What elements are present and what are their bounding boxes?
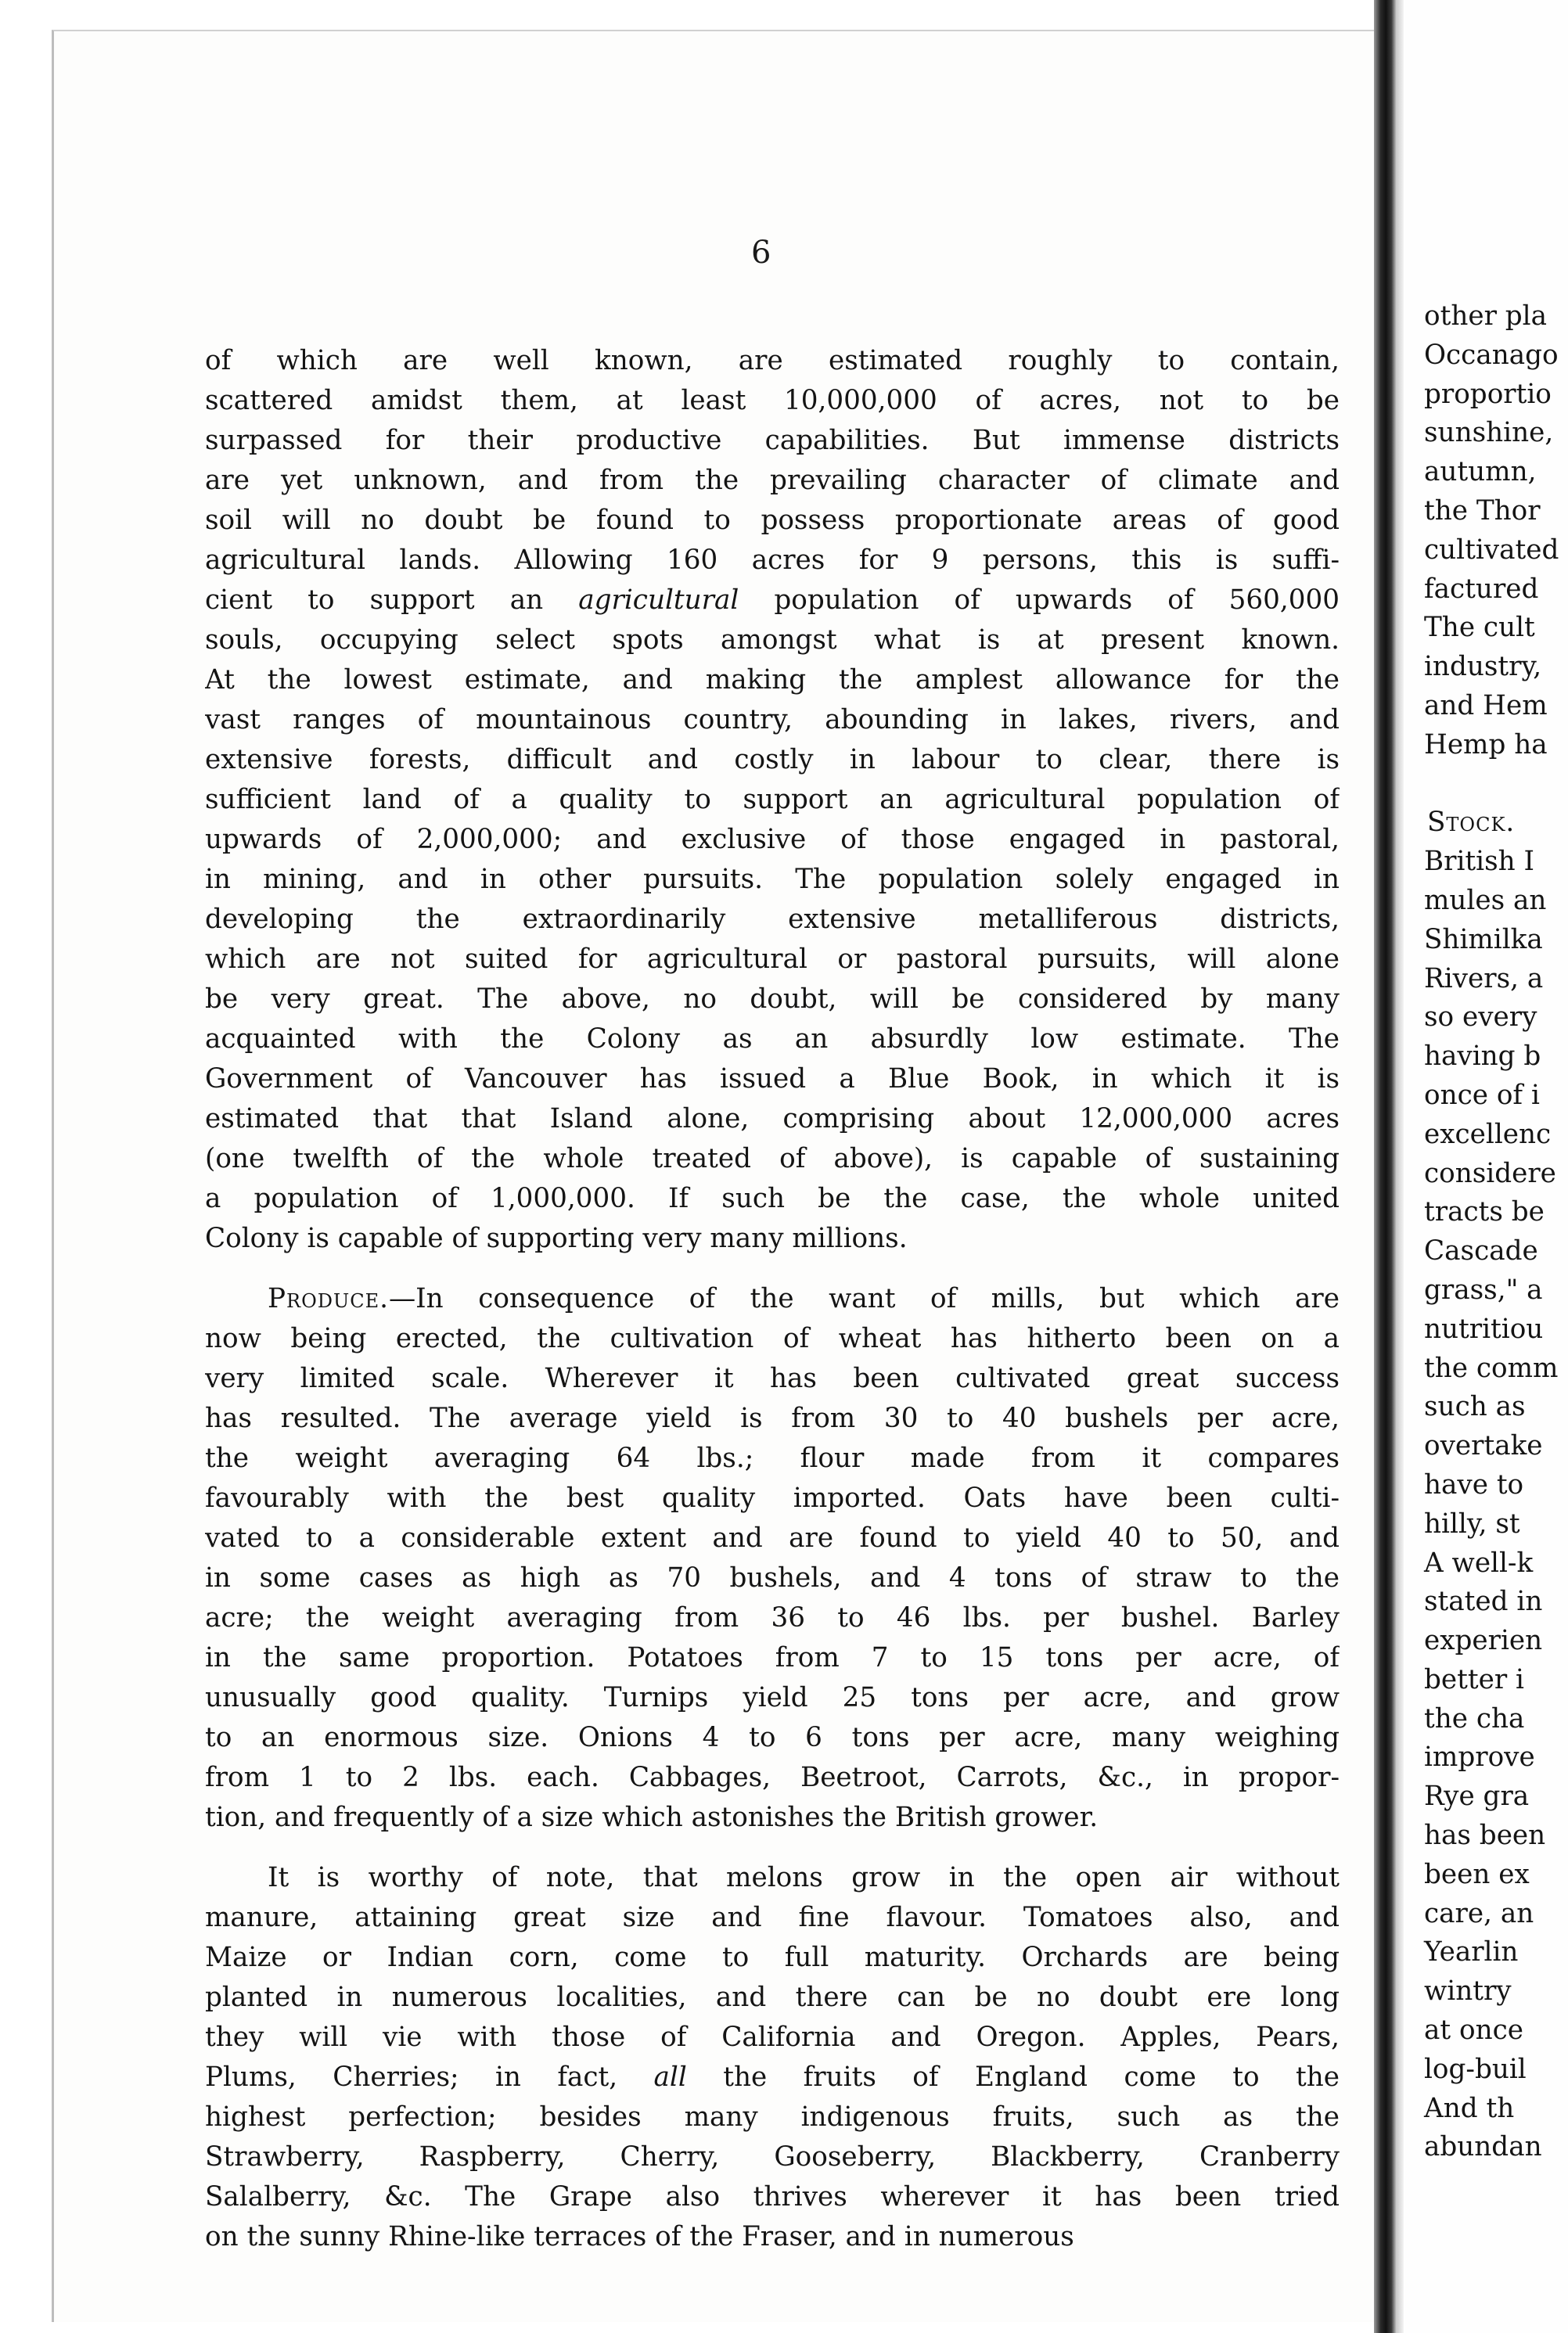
right-text-fragment: British I [1424,846,1535,878]
text-line: cient to support an agricultural population of upwards of 560,000 [205,584,1340,616]
right-text-fragment: the cha [1424,1702,1525,1734]
italic-word: agricultural [578,584,739,616]
right-text-fragment: experien [1424,1625,1543,1657]
right-text-fragment: factured [1424,573,1539,605]
text-line: now being erected, the cultivation of wheat has hitherto been on a [205,1323,1340,1354]
right-text-fragment: cultivated [1424,534,1559,566]
right-text-fragment: log-buil [1424,2053,1527,2085]
right-text-fragment: autumn, [1424,456,1537,488]
text-line: (one twelfth of the whole treated of above), is capable of sustaining [205,1143,1340,1174]
text-line: surpassed for their productive capabilities. But immense districts [205,425,1340,456]
right-text-fragment: Shimilka [1424,923,1543,955]
text-line: highest perfection; besides many indigenous fruits, such as the [205,2101,1340,2133]
right-text-fragment: such as [1424,1391,1526,1423]
text-line: of which are well known, are estimated roughly to contain, [205,345,1340,376]
right-text-fragment: Cascade [1424,1235,1538,1267]
text-line: acre; the weight averaging from 36 to 46 lbs. per bushel. Barley [205,1602,1340,1634]
right-text-fragment: stated in [1424,1586,1543,1618]
italic-word: all [653,2062,687,2093]
text-line: favourably with the best quality imported. Oats have been culti- [205,1483,1340,1514]
text-line: the weight averaging 64 lbs.; flour made from it compares [205,1443,1340,1474]
right-text-fragment: tracts be [1424,1196,1545,1228]
text-line: on the sunny Rhine-like terraces of the Fraser, and in numerous [205,2221,1074,2252]
text-line: very limited scale. Wherever it has been cultivated great success [205,1363,1340,1394]
text-line: manure, attaining great size and fine flavour. Tomatoes also, and [205,1902,1340,1933]
text-line: they will vie with those of California and Oregon. Apples, Pears, [205,2022,1340,2053]
text-line: has resulted. The average yield is from 30 to 40 bushels per acre, [205,1403,1340,1434]
right-text-fragment: care, an [1424,1897,1534,1929]
right-text-fragment: the Thor [1424,494,1541,527]
text-line: Colony is capable of supporting very many millions. [205,1223,908,1254]
left-column-text [205,341,1340,2257]
paragraph-gap [1424,765,1568,804]
right-text-fragment: hilly, st [1424,1508,1520,1540]
section-heading: Produce. [268,1283,389,1314]
text-line: At the lowest estimate, and making the amplest allowance for the [205,664,1340,696]
text-line: Salalberry, &c. The Grape also thrives wherever it has been tried [205,2181,1340,2213]
right-text-fragment: have to [1424,1468,1524,1501]
right-text-fragment: And th [1424,2092,1515,2124]
text-line: tion, and frequently of a size which astonishes the British grower. [205,1802,1099,1833]
section-heading: Stock. [1427,807,1516,839]
text-line: to an enormous size. Onions 4 to 6 tons per acre, many weighing [205,1722,1340,1753]
text-line: Produce.—In consequence of the want of mills, but which are [268,1283,1340,1314]
right-text-fragment: proportio [1424,378,1552,410]
right-text-fragment: abundan [1424,2131,1542,2163]
right-text-fragment: at once [1424,2015,1523,2047]
text-line: developing the extraordinarily extensive metalliferous districts, [205,904,1340,935]
text-line: agricultural lands. Allowing 160 acres for 9 persons, this is suffi- [205,545,1340,576]
right-text-fragment: Occanago [1424,339,1559,371]
text-line: Government of Vancouver has issued a Blue Book, in which it is [205,1063,1340,1095]
text-line: upwards of 2,000,000; and exclusive of those engaged in pastoral, [205,824,1340,855]
text-line: vated to a considerable extent and are found to yield 40 to 50, and [205,1522,1340,1554]
text-line: sufficient land of a quality to support an agricultural population of [205,784,1340,815]
text-line: estimated that that Island alone, comprising about 12,000,000 acres [205,1103,1340,1134]
text-line: in some cases as high as 70 bushels, and 4 tons of straw to the [205,1562,1340,1594]
text-line: planted in numerous localities, and there can be no doubt ere long [205,1982,1340,2013]
text-line: Plums, Cherries; in fact, all the fruits of England come to the [205,2062,1340,2093]
text-line: unusually good quality. Turnips yield 25 tons per acre, and grow [205,1682,1340,1713]
right-text-fragment [1424,803,1568,843]
right-text-fragment: Yearlin [1424,1936,1519,1968]
text-line: a population of 1,000,000. If such be the case, the whole united [205,1183,1340,1214]
right-text-fragment: been ex [1424,1858,1530,1890]
text-line: acquainted with the Colony as an absurdly low estimate. The [205,1023,1340,1055]
text-line: Maize or Indian corn, come to full maturity. Orchards are being [205,1942,1340,1973]
right-text-fragment: nutritiou [1424,1313,1544,1345]
text-line: It is worthy of note, that melons grow in the open air without [268,1862,1340,1893]
text-line: soil will no doubt be found to possess proportionate areas of good [205,505,1340,536]
right-text-fragment: The cult [1424,612,1535,644]
page-number: 6 [751,235,771,271]
right-text-fragment: and Hem [1424,689,1548,721]
text-line: be very great. The above, no doubt, will be considered by many [205,983,1340,1015]
paragraph-gap [205,1259,1340,1279]
right-text-fragment: the comm [1424,1352,1559,1384]
right-text-fragment: better i [1424,1663,1524,1695]
right-text-fragment: has been [1424,1820,1546,1852]
text-line: scattered amidst them, at least 10,000,000 of acres, not to be [205,385,1340,416]
text-line: in mining, and in other pursuits. The population solely engaged in [205,864,1340,895]
text-line: are yet unknown, and from the prevailing character of climate and [205,465,1340,496]
right-text-fragment: grass," a [1424,1274,1543,1306]
right-text-fragment: mules an [1424,884,1547,916]
right-text-fragment: Hemp ha [1424,728,1548,760]
right-text-fragment: improve [1424,1742,1535,1774]
text-line: which are not suited for agricultural or pastoral pursuits, will alone [205,944,1340,975]
right-text-fragment: overtake [1424,1430,1543,1462]
text-line: extensive forests, difficult and costly in labour to clear, there is [205,744,1340,775]
right-column-text [1424,297,1568,2167]
right-text-fragment: wintry [1424,1975,1512,2008]
gutter-shadow [1396,0,1404,2333]
right-text-fragment: Rivers, a [1424,962,1544,994]
right-text-fragment: considere [1424,1157,1556,1189]
text-line: vast ranges of mountainous country, abounding in lakes, rivers, and [205,704,1340,735]
right-text-fragment: once of i [1424,1079,1540,1111]
paragraph-gap [205,1838,1340,1858]
right-text-fragment: so every [1424,1001,1537,1033]
right-text-fragment: excellenc [1424,1118,1552,1150]
text-line: Strawberry, Raspberry, Cherry, Gooseberry, Blackberry, Cranberry [205,2141,1340,2173]
text-line: in the same proportion. Potatoes from 7 to 15 tons per acre, of [205,1642,1340,1673]
book-gutter [1374,0,1396,2333]
text-line: from 1 to 2 lbs. each. Cabbages, Beetroot, Carrots, &c., in propor- [205,1762,1340,1793]
right-text-fragment: sunshine, [1424,417,1554,449]
text-line: souls, occupying select spots amongst what is at present known. [205,624,1340,656]
right-text-fragment: industry, [1424,651,1542,683]
right-text-fragment: having b [1424,1041,1541,1073]
right-text-fragment: other pla [1424,300,1547,332]
right-text-fragment: Rye gra [1424,1781,1530,1813]
right-text-fragment: A well-k [1424,1547,1534,1579]
